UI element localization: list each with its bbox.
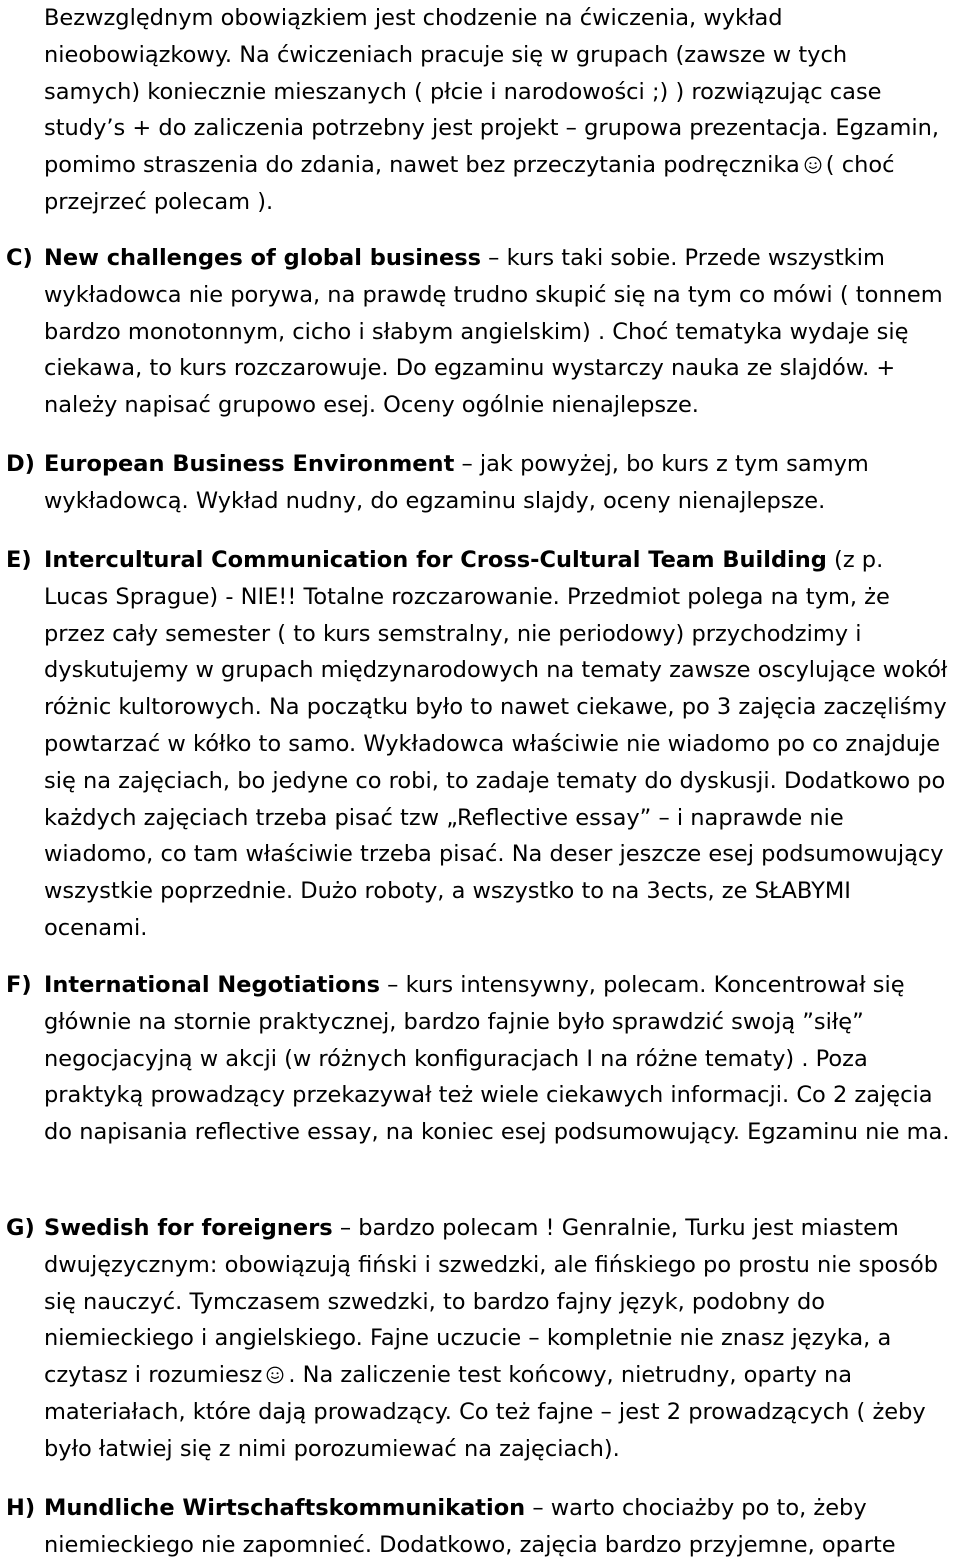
course-description: – warto chociażby po to, żeby niemieckiego nie zapomnieć. Dodatkowo, zajęcia bardzo przyjemne, oparte [44,1495,896,1558]
section-letter: E) [6,547,32,573]
section-body [44,1490,954,1563]
course-description: – kurs taki sobie. Przede wszystkim wykładowca nie porywa, na prawdę trudno skupić się na tym co mówi ( tonnem bardzo monotonnym, cicho i słabym angielskim) . Choć tematyka wydaje się ciekawa, to kurs rozczarowuje. Do egzaminu wystarczy nauka ze slajdów. + należy napisać grupowo esej. Oceny ogólnie nienajlepsze. [44,245,943,419]
section-body [44,967,954,1151]
section-letter: F) [6,972,32,998]
section-letter: H) [6,1495,36,1521]
course-description-end: . Na zaliczenie test końcowy, nietrudny, oparty na materiałach, które dają prowadzący. Co też fajne – jest 2 prowadzących ( żeby było łatwiej się z nimi porozumiewać na zajęciach). [44,1362,926,1462]
section-body [44,446,954,520]
section-letter: D) [6,451,35,477]
section-letter: G) [6,1215,35,1241]
smiley-face-icon [804,156,822,174]
section-body [44,1210,954,1468]
course-title: Mundliche Wirtschaftskommunikation [44,1495,526,1521]
smiley-face-icon [266,1366,284,1384]
course-description: (z p. Lucas Sprague) - NIE!! Totalne rozczarowanie. Przedmiot polega na tym, że przez cały semester ( to kurs semstralny, nie periodowy) przychodzimy i dyskutujemy w grupach międzynarodowych na tematy zawsze oscylujące wokół różnic kultorowych. Na początku było to nawet ciekawe, po 3 zajęcia zaczęliśmy powtarzać w kółko to samo. Wykładowca właściwie nie wiadomo po co znajduje się na zajęciach, bo jedyne co robi, to zadaje tematy do dyskusji. Dodatkowo po każdych zajęciach trzeba pisać tzw „Reflective essay” – i naprawde nie wiadomo, co tam właściwie trzeba pisać. Na deser jeszcze esej podsumowujący wszystkie poprzednie. Dużo roboty, a wszystko to na 3ects, ze SŁABYMI ocenami. [44,547,948,941]
section-body [44,542,954,947]
section-letter: C) [6,245,33,271]
course-title: Swedish for foreigners [44,1215,333,1241]
intro-text: Bezwzględnym obowiązkiem jest chodzenie na ćwiczenia, wykład nieobowiązkowy. Na ćwiczeniach pracuje się w grupach (zawsze w tych samych) koniecznie mieszanych ( płcie i narodowości ;) ) rozwiązując case study’s + do zaliczenia potrzebny jest projekt – grupowa prezentacja. Egzamin, pomimo straszenia do zdania, nawet bez przeczytania podręcznika [44,5,940,179]
course-title: European Business Environment [44,451,455,477]
course-description: – jak powyżej, bo kurs z tym samym wykładowcą. Wykład nudny, do egzaminu slajdy, oceny nienajlepsze. [44,451,869,514]
course-title: Intercultural Communication for Cross-Cultural Team Building [44,547,827,573]
course-title: New challenges of global business [44,245,482,271]
course-title: International Negotiations [44,972,381,998]
course-description: – kurs intensywny, polecam. Koncentrował się głównie na stornie praktycznej, bardzo fajnie było sprawdzić swoją ”siłę” negocjacyjną w akcji (w różnych konfiguracjach I na różne tematy) . Poza praktyką prowadzący przekazywał też wiele ciekawych informacji. Co 2 zajęcia do napisania reflective essay, na koniec esej podsumowujący. Egzaminu nie ma. [44,972,950,1146]
section-body [44,240,954,424]
intro-text-end: ( choć przejrzeć polecam ). [44,152,895,215]
intro-paragraph [44,0,944,221]
course-description: – bardzo polecam ! Genralnie, Turku jest miastem dwujęzycznym: obowiązują fiński i szwedzki, ale fińskiego po prostu nie sposób się nauczyć. Tymczasem szwedzki, to bardzo fajny język, podobny do niemieckiego i angielskiego. Fajne uczucie – kompletnie nie znasz języka, a czytasz i rozumiesz [44,1215,939,1389]
